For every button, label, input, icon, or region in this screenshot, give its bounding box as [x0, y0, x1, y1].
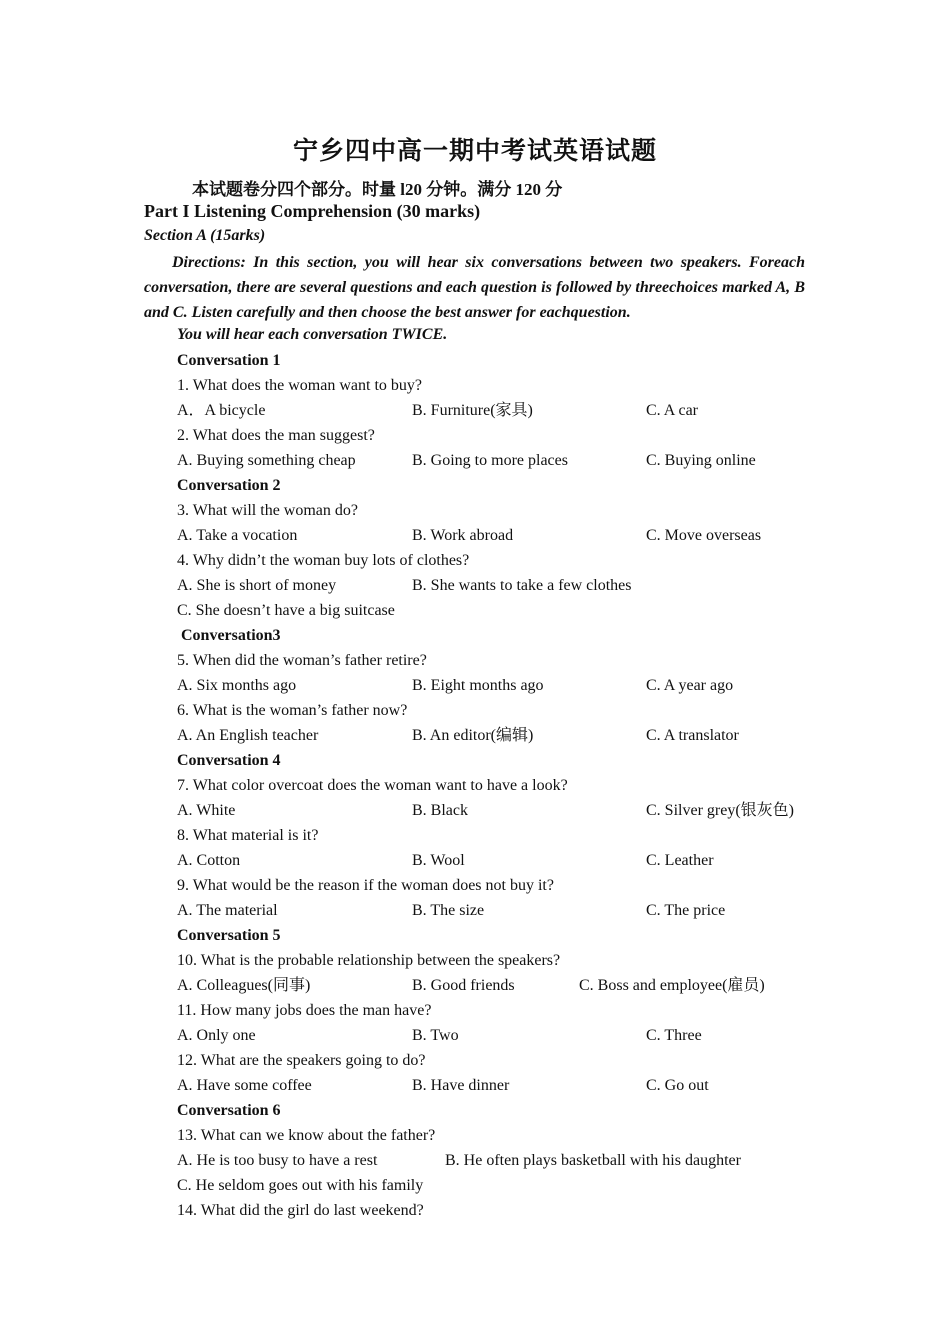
conversation-heading [0, 1098, 950, 1123]
question [0, 873, 950, 898]
option-a: A. An English teacher [177, 727, 319, 744]
question [0, 1198, 950, 1223]
options-row [0, 1148, 950, 1173]
option-c: C. Silver grey(银灰色) [646, 802, 794, 819]
question [0, 498, 950, 523]
options-row [0, 523, 950, 548]
question [0, 648, 950, 673]
option-b: B. Two [412, 1027, 459, 1044]
option-a: A. He is too busy to have a rest [177, 1152, 378, 1169]
option-b: B. Good friends [412, 977, 515, 994]
option-a: A. Take a vocation [177, 527, 298, 544]
option-a: A. Buying something cheap [177, 452, 356, 469]
option-c: C. A year ago [646, 677, 734, 694]
option-c: C. She doesn’t have a big suitcase [177, 602, 395, 619]
conversation-label: Conversation 2 [177, 477, 281, 494]
question [0, 998, 950, 1023]
options-row [0, 1173, 950, 1198]
option-a: A. White [177, 802, 236, 819]
option-b: B. Work abroad [412, 527, 514, 544]
options-row [0, 398, 950, 423]
question-text: 5. When did the woman’s father retire? [177, 652, 427, 669]
question-text: 1. What does the woman want to buy? [177, 377, 422, 394]
option-c: C. A translator [646, 727, 739, 744]
options-row [0, 573, 950, 598]
question [0, 1123, 950, 1148]
conversation-label: Conversation 6 [177, 1102, 281, 1119]
option-b: B. Going to more places [412, 452, 568, 469]
question [0, 1048, 950, 1073]
option-c: C. Buying online [646, 452, 756, 469]
option-a: A. She is short of money [177, 577, 337, 594]
options-row [0, 598, 950, 623]
exam-info: 本试题卷分四个部分。时量 l20 分钟。满分 120 分 [192, 180, 563, 199]
option-a: A. Only one [177, 1027, 256, 1044]
conversation-heading [0, 923, 950, 948]
option-b: B. Have dinner [412, 1077, 510, 1094]
question [0, 773, 950, 798]
options-row [0, 673, 950, 698]
conversation-heading [0, 748, 950, 773]
option-c: C. Boss and employee(雇员) [579, 977, 765, 994]
option-c: C. The price [646, 902, 726, 919]
conversation-heading [0, 623, 950, 648]
question [0, 373, 950, 398]
option-b: B. Eight months ago [412, 677, 544, 694]
options-row [0, 448, 950, 473]
option-a: A. Cotton [177, 852, 241, 869]
question-text: 4. Why didn’t the woman buy lots of clothes? [177, 552, 470, 569]
options-row [0, 798, 950, 823]
option-b: B. An editor(编辑) [412, 727, 534, 744]
options-row [0, 898, 950, 923]
option-a: A. Six months ago [177, 677, 297, 694]
question-text: 9. What would be the reason if the woman does not buy it? [177, 877, 554, 894]
directions-text: Directions: In this section, you will hear six conversations between two speakers. Foreach conversation, there are several questions and each question is followed by threechoices marked A, B and C. Listen carefully and then choose the best answer for eachquestion. [144, 254, 805, 321]
conversation-label: Conversation3 [177, 627, 281, 644]
option-c: C. A car [646, 402, 698, 419]
question-text: 13. What can we know about the father? [177, 1127, 436, 1144]
question-text: 7. What color overcoat does the woman want to have a look? [177, 777, 568, 794]
option-b: B. She wants to take a few clothes [412, 577, 632, 594]
options-row [0, 1023, 950, 1048]
options-row [0, 848, 950, 873]
option-a: A．A bicycle [177, 402, 266, 419]
question-text: 8. What material is it? [177, 827, 319, 844]
conversation-label: Conversation 5 [177, 927, 281, 944]
question [0, 423, 950, 448]
option-c: C. Leather [646, 852, 714, 869]
option-b: B. He often plays basketball with his daughter [445, 1152, 741, 1169]
question [0, 948, 950, 973]
question-text: 14. What did the girl do last weekend? [177, 1202, 424, 1219]
option-c: C. Three [646, 1027, 702, 1044]
option-c: C. He seldom goes out with his family [177, 1177, 424, 1194]
option-b: B. Wool [412, 852, 465, 869]
option-b: B. Black [412, 802, 468, 819]
question-text: 11. How many jobs does the man have? [177, 1002, 432, 1019]
option-a: A. Have some coffee [177, 1077, 312, 1094]
option-c: C. Move overseas [646, 527, 762, 544]
question-text: 3. What will the woman do? [177, 502, 358, 519]
question-text: 6. What is the woman’s father now? [177, 702, 408, 719]
option-a: A. The material [177, 902, 278, 919]
exam-title: 宁乡四中高一期中考试英语试题 [292, 138, 657, 165]
conversation-label: Conversation 1 [177, 352, 281, 369]
question-text: 10. What is the probable relationship between the speakers? [177, 952, 561, 969]
conversation-heading [0, 473, 950, 498]
question [0, 548, 950, 573]
option-a: A. Colleagues(同事) [177, 977, 311, 994]
option-b: B. The size [412, 902, 485, 919]
conversation-label: Conversation 4 [177, 752, 281, 769]
options-row [0, 1073, 950, 1098]
twice-note: You will hear each conversation TWICE. [177, 326, 448, 343]
part-heading: Part I Listening Comprehension (30 marks) [144, 201, 481, 221]
options-row [0, 723, 950, 748]
question [0, 823, 950, 848]
section-heading: Section A (15arks) [144, 227, 266, 244]
option-c: C. Go out [646, 1077, 709, 1094]
question-text: 12. What are the speakers going to do? [177, 1052, 426, 1069]
conversation-heading [0, 348, 950, 373]
question-text: 2. What does the man suggest? [177, 427, 375, 444]
question [0, 698, 950, 723]
options-row [0, 973, 950, 998]
option-b: B. Furniture(家具) [412, 402, 533, 419]
